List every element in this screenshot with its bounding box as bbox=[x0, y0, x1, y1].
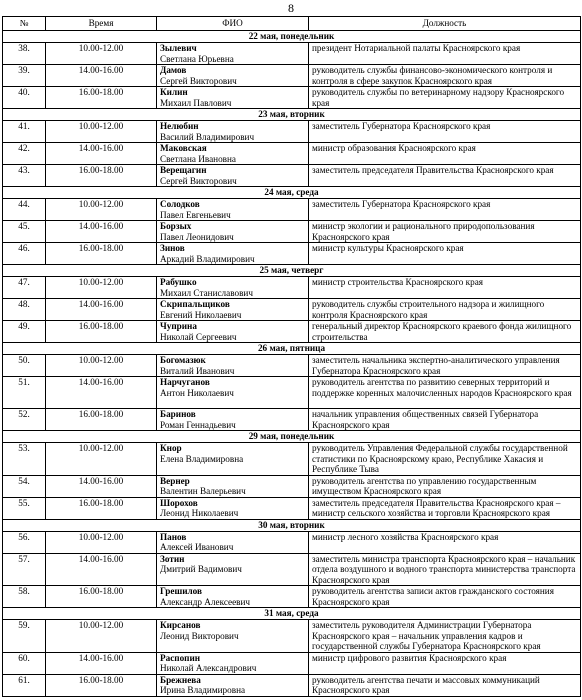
row-fio bbox=[157, 143, 309, 165]
row-position: заместитель председателя Правительства Красноярского края bbox=[309, 165, 581, 187]
row-number: 48. bbox=[3, 299, 46, 321]
row-time: 16.00-18.00 bbox=[46, 586, 157, 608]
surname: Дамов bbox=[160, 65, 187, 75]
row-time: 16.00-18.00 bbox=[46, 243, 157, 265]
day-row bbox=[3, 608, 581, 620]
surname: Зинов bbox=[160, 243, 185, 253]
row-time: 10.00-12.00 bbox=[46, 277, 157, 299]
row-position: министр цифрового развития Красноярского края bbox=[309, 652, 581, 674]
schedule-body bbox=[3, 31, 581, 697]
surname: Рабушко bbox=[160, 277, 197, 287]
table-row bbox=[3, 243, 581, 265]
row-number: 59. bbox=[3, 620, 46, 653]
table-row bbox=[3, 299, 581, 321]
row-number: 50. bbox=[3, 355, 46, 377]
table-row bbox=[3, 277, 581, 299]
row-number: 49. bbox=[3, 321, 46, 343]
row-time: 10.00-12.00 bbox=[46, 620, 157, 653]
given-names: Николай Александрович bbox=[160, 663, 257, 673]
row-number: 44. bbox=[3, 199, 46, 221]
row-fio bbox=[157, 377, 309, 409]
day-row bbox=[3, 265, 581, 277]
day-row bbox=[3, 519, 581, 531]
given-names: Светлана Ивановна bbox=[160, 153, 237, 164]
table-row bbox=[3, 43, 581, 65]
day-title: 26 мая, пятница bbox=[3, 343, 581, 355]
row-number: 46. bbox=[3, 243, 46, 265]
row-number: 61. bbox=[3, 674, 46, 696]
given-names: Павел Евгеньевич bbox=[160, 209, 231, 220]
row-fio bbox=[157, 65, 309, 87]
row-fio bbox=[157, 531, 309, 553]
header-time: Время bbox=[46, 17, 157, 31]
day-row bbox=[3, 343, 581, 355]
surname: Маковская bbox=[160, 143, 207, 153]
row-number: 43. bbox=[3, 165, 46, 187]
row-fio bbox=[157, 475, 309, 497]
row-position: руководитель агентства по развитию северных территорий и поддержке коренных малочисленных народов Красноярского края bbox=[309, 377, 581, 409]
row-position: заместитель министра транспорта Красноярского края – начальник отдела воздушного и водного транспорта министерства транспорта Красноярского края bbox=[309, 553, 581, 586]
given-names: Валентин Валерьевич bbox=[160, 486, 246, 496]
given-names: Леонид Викторович bbox=[160, 630, 239, 641]
row-position: заместитель начальника экспертно-аналитического управления Губернатора Красноярского края bbox=[309, 355, 581, 377]
surname: Солодков bbox=[160, 199, 200, 209]
given-names: Виталий Иванович bbox=[160, 365, 235, 376]
row-time: 14.00-16.00 bbox=[46, 221, 157, 243]
surname: Вернер bbox=[160, 475, 190, 486]
given-names: Павел Леонидович bbox=[160, 231, 234, 242]
given-names: Ирина Владимировна bbox=[160, 685, 246, 695]
day-row bbox=[3, 31, 581, 43]
row-number: 47. bbox=[3, 277, 46, 299]
row-number: 51. bbox=[3, 377, 46, 409]
row-time: 10.00-12.00 bbox=[46, 443, 157, 476]
day-row bbox=[3, 109, 581, 121]
table-row bbox=[3, 355, 581, 377]
day-row bbox=[3, 431, 581, 443]
surname: Грешилов bbox=[160, 586, 202, 596]
table-row bbox=[3, 586, 581, 608]
given-names: Михаил Павлович bbox=[160, 97, 232, 108]
row-fio bbox=[157, 199, 309, 221]
row-number: 41. bbox=[3, 121, 46, 143]
row-time: 16.00-18.00 bbox=[46, 674, 157, 696]
surname: Нарчуганов bbox=[160, 377, 210, 387]
row-position: президент Нотариальной палаты Красноярского края bbox=[309, 43, 581, 65]
table-row bbox=[3, 143, 581, 165]
row-number: 57. bbox=[3, 553, 46, 586]
row-fio bbox=[157, 121, 309, 143]
given-names: Сергей Викторович bbox=[160, 75, 237, 86]
row-position: начальник управления общественных связей Губернатора Красноярского края bbox=[309, 409, 581, 431]
row-position: руководитель агентства по управлению государственным имуществом Красноярского края bbox=[309, 475, 581, 497]
table-row bbox=[3, 321, 581, 343]
day-title: 24 мая, среда bbox=[3, 187, 581, 199]
surname: Килин bbox=[160, 87, 188, 97]
row-fio bbox=[157, 409, 309, 431]
table-row bbox=[3, 652, 581, 674]
row-number: 53. bbox=[3, 443, 46, 476]
row-number: 56. bbox=[3, 531, 46, 553]
given-names: Елена Владимировна bbox=[160, 453, 244, 464]
row-position: министр экологии и рационального природопользования Красноярского края bbox=[309, 221, 581, 243]
surname: Панов bbox=[160, 531, 187, 542]
row-number: 60. bbox=[3, 652, 46, 674]
row-position: руководитель агентства печати и массовых коммуникаций Красноярского края bbox=[309, 674, 581, 696]
surname: Скрипальщиков bbox=[160, 299, 230, 309]
row-time: 14.00-16.00 bbox=[46, 475, 157, 497]
header-position: Должность bbox=[309, 17, 581, 31]
row-time: 16.00-18.00 bbox=[46, 165, 157, 187]
surname: Богомазюк bbox=[160, 355, 206, 365]
row-time: 16.00-18.00 bbox=[46, 87, 157, 109]
surname: Борзых bbox=[160, 221, 192, 231]
row-position: министр культуры Красноярского края bbox=[309, 243, 581, 265]
header-num: № bbox=[3, 17, 46, 31]
row-time: 14.00-16.00 bbox=[46, 143, 157, 165]
day-title: 25 мая, четверг bbox=[3, 265, 581, 277]
row-number: 39. bbox=[3, 65, 46, 87]
row-position: руководитель агентства записи актов гражданского состояния Красноярского края bbox=[309, 586, 581, 608]
table-row bbox=[3, 121, 581, 143]
row-fio bbox=[157, 299, 309, 321]
table-row bbox=[3, 497, 581, 519]
row-position: руководитель службы строительного надзора и жилищного контроля Красноярского края bbox=[309, 299, 581, 321]
surname: Шорохов bbox=[160, 497, 198, 508]
row-time: 10.00-12.00 bbox=[46, 355, 157, 377]
table-row bbox=[3, 165, 581, 187]
row-number: 55. bbox=[3, 497, 46, 519]
given-names: Михаил Станиславович bbox=[160, 287, 253, 298]
day-title: 23 мая, вторник bbox=[3, 109, 581, 121]
table-row bbox=[3, 674, 581, 696]
row-fio bbox=[157, 87, 309, 109]
day-title: 29 мая, понедельник bbox=[3, 431, 581, 443]
surname: Верещагин bbox=[160, 165, 207, 175]
given-names: Василий Владимирович bbox=[160, 131, 255, 142]
row-number: 45. bbox=[3, 221, 46, 243]
row-time: 10.00-12.00 bbox=[46, 43, 157, 65]
given-names: Светлана Юрьевна bbox=[160, 53, 234, 64]
header-fio: ФИО bbox=[157, 17, 309, 31]
surname: Баринов bbox=[160, 409, 196, 419]
table-row bbox=[3, 87, 581, 109]
row-fio bbox=[157, 620, 309, 653]
surname: Кирсанов bbox=[160, 620, 201, 630]
row-position: генеральный директор Красноярского краевого фонда жилищного строительства bbox=[309, 321, 581, 343]
row-position: министр образования Красноярского края bbox=[309, 143, 581, 165]
schedule-table bbox=[2, 16, 581, 697]
table-row bbox=[3, 221, 581, 243]
row-fio bbox=[157, 221, 309, 243]
surname: Зылевич bbox=[160, 43, 197, 53]
row-fio bbox=[157, 165, 309, 187]
table-row bbox=[3, 377, 581, 409]
row-time: 10.00-12.00 bbox=[46, 531, 157, 553]
day-title: 22 мая, понедельник bbox=[3, 31, 581, 43]
surname: Чуприна bbox=[160, 321, 197, 331]
surname: Нелюбин bbox=[160, 121, 199, 131]
row-time: 16.00-18.00 bbox=[46, 409, 157, 431]
row-number: 38. bbox=[3, 43, 46, 65]
given-names: Роман Геннадьевич bbox=[160, 419, 236, 430]
row-position: заместитель председателя Правительства Красноярского края – министр сельского хозяйства и торговли Красноярского края bbox=[309, 497, 581, 519]
row-time: 10.00-12.00 bbox=[46, 199, 157, 221]
header-row bbox=[3, 17, 581, 31]
row-position: руководитель службы финансово-экономического контроля и контроля в сфере закупок Красноярского края bbox=[309, 65, 581, 87]
row-number: 58. bbox=[3, 586, 46, 608]
row-fio bbox=[157, 355, 309, 377]
row-position: заместитель Губернатора Красноярского края bbox=[309, 121, 581, 143]
table-row bbox=[3, 531, 581, 553]
row-number: 54. bbox=[3, 475, 46, 497]
row-fio bbox=[157, 497, 309, 519]
row-fio bbox=[157, 443, 309, 476]
row-number: 52. bbox=[3, 409, 46, 431]
row-time: 14.00-16.00 bbox=[46, 377, 157, 409]
given-names: Александр Алексеевич bbox=[160, 596, 251, 607]
table-row bbox=[3, 475, 581, 497]
table-row bbox=[3, 553, 581, 586]
given-names: Николай Сергеевич bbox=[160, 331, 237, 342]
row-fio bbox=[157, 553, 309, 586]
row-fio bbox=[157, 586, 309, 608]
surname: Кнор bbox=[160, 443, 182, 453]
row-position: руководитель службы по ветеринарному надзору Красноярского края bbox=[309, 87, 581, 109]
given-names: Леонид Николаевич bbox=[160, 508, 239, 518]
row-position: министр лесного хозяйства Красноярского края bbox=[309, 531, 581, 553]
row-number: 40. bbox=[3, 87, 46, 109]
surname: Зотин bbox=[160, 553, 185, 564]
row-fio bbox=[157, 43, 309, 65]
surname: Брежнева bbox=[160, 674, 201, 685]
day-row bbox=[3, 187, 581, 199]
row-position: министр строительства Красноярского края bbox=[309, 277, 581, 299]
row-number: 42. bbox=[3, 143, 46, 165]
row-time: 14.00-16.00 bbox=[46, 299, 157, 321]
day-title: 31 мая, среда bbox=[3, 608, 581, 620]
row-position: заместитель Губернатора Красноярского края bbox=[309, 199, 581, 221]
page-number: 8 bbox=[288, 1, 294, 15]
row-fio bbox=[157, 277, 309, 299]
row-time: 14.00-16.00 bbox=[46, 65, 157, 87]
row-time: 10.00-12.00 bbox=[46, 121, 157, 143]
given-names: Сергей Викторович bbox=[160, 175, 237, 186]
row-position: руководитель Управления Федеральной службы государственной статистики по Красноярскому краю, Республике Хакасия и Республике Тыва bbox=[309, 443, 581, 476]
table-row bbox=[3, 409, 581, 431]
table-row bbox=[3, 443, 581, 476]
row-position: заместитель руководителя Администрации Губернатора Красноярского края – начальник управления кадров и государственной службы Губернатора Красноярского края bbox=[309, 620, 581, 653]
day-title: 30 мая, вторник bbox=[3, 519, 581, 531]
row-time: 14.00-16.00 bbox=[46, 553, 157, 586]
row-fio bbox=[157, 243, 309, 265]
table-row bbox=[3, 620, 581, 653]
table-row bbox=[3, 199, 581, 221]
row-time: 14.00-16.00 bbox=[46, 652, 157, 674]
given-names: Аркадий Владимирович bbox=[160, 253, 255, 264]
row-fio bbox=[157, 674, 309, 696]
row-time: 16.00-18.00 bbox=[46, 321, 157, 343]
row-time: 16.00-18.00 bbox=[46, 497, 157, 519]
surname: Распопин bbox=[160, 652, 201, 663]
given-names: Алексей Иванович bbox=[160, 542, 234, 552]
given-names: Дмитрий Вадимович bbox=[160, 564, 242, 574]
table-row bbox=[3, 65, 581, 87]
row-fio bbox=[157, 321, 309, 343]
given-names: Антон Николаевич bbox=[160, 387, 234, 398]
given-names: Евгений Николаевич bbox=[160, 309, 242, 320]
row-fio bbox=[157, 652, 309, 674]
